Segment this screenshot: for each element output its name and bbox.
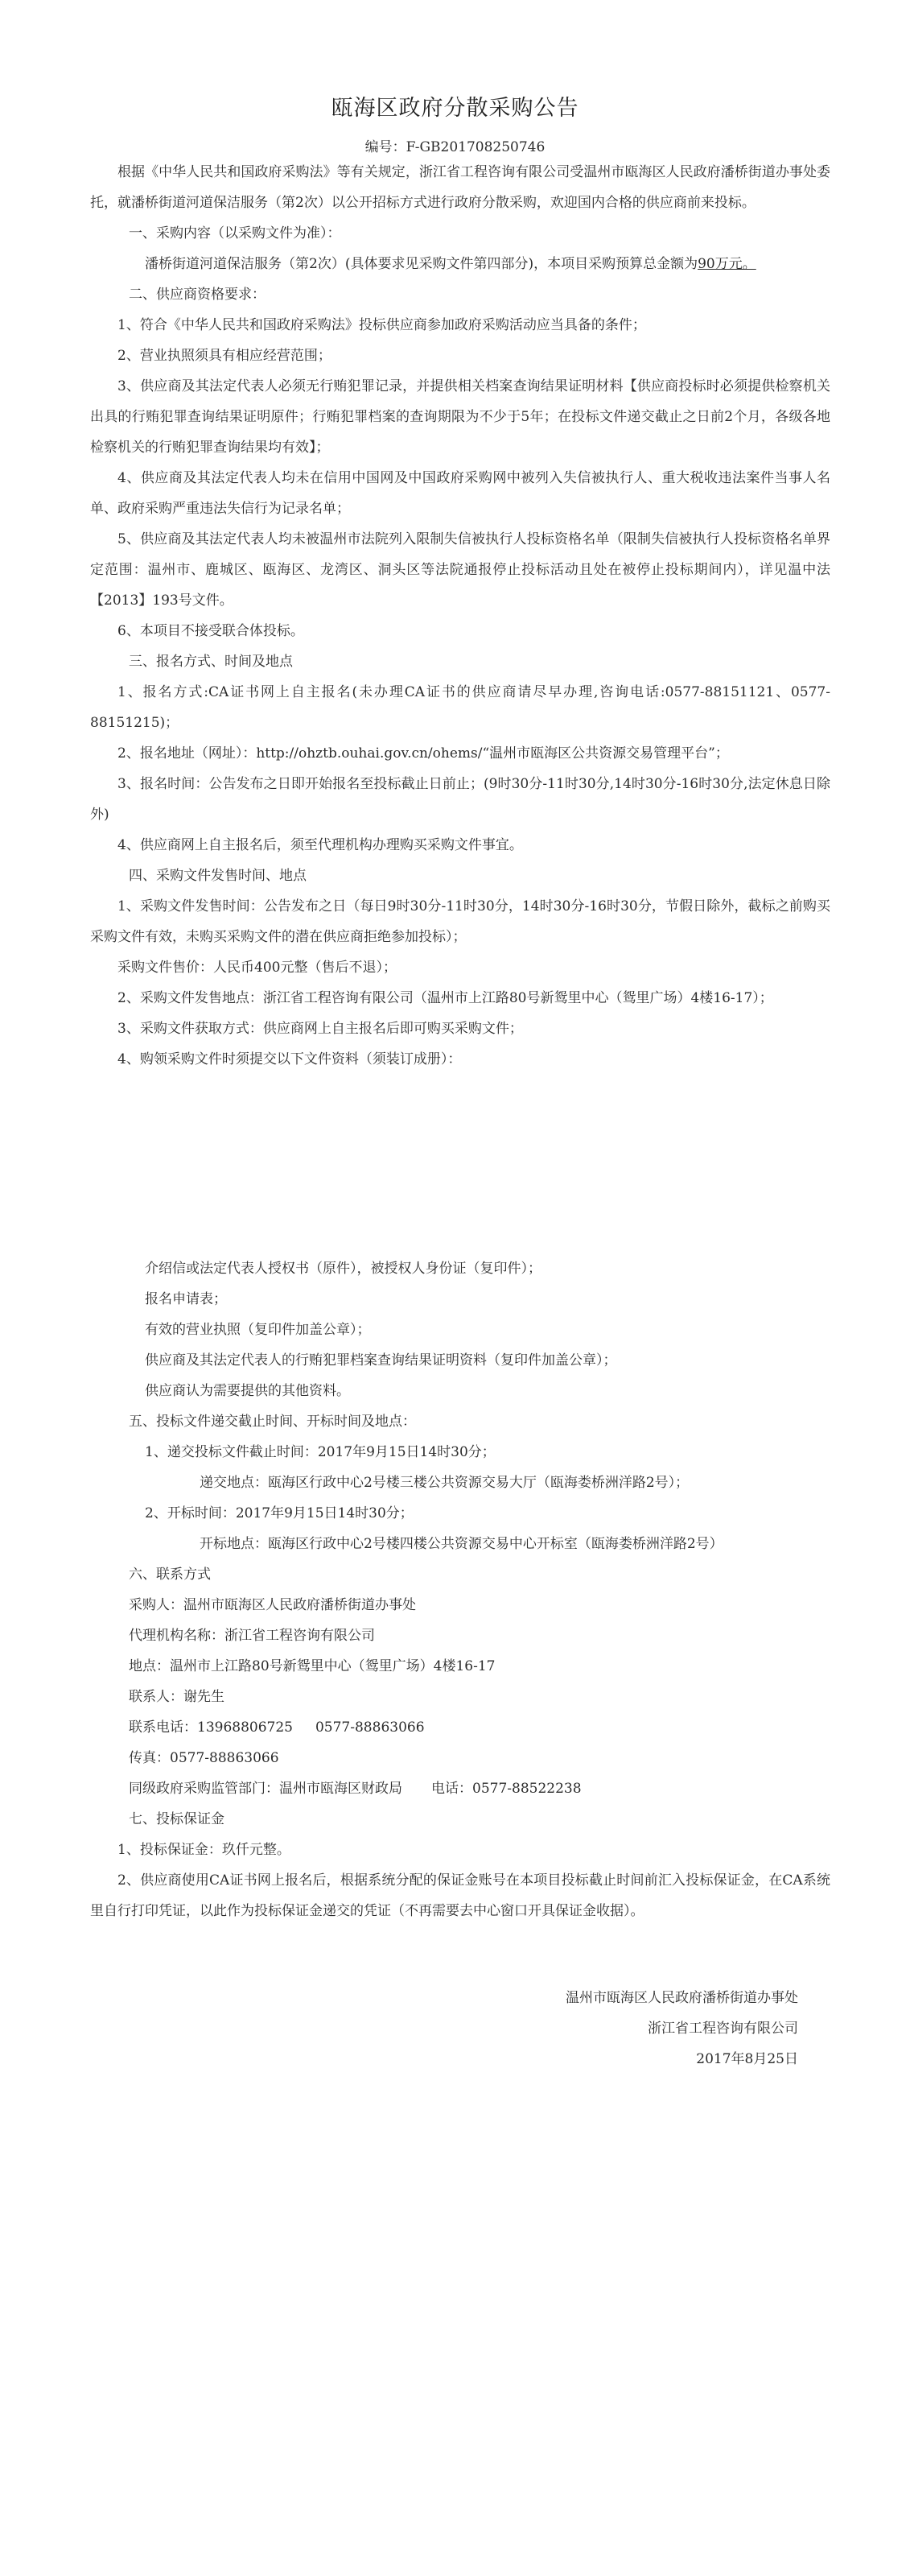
required-document-item: 报名申请表； — [145, 1291, 227, 1307]
mobile-number: 联系电话：13968806725 — [129, 1719, 293, 1736]
supervisor-name: 同级政府采购监管部门：温州市瓯海区财政局 — [129, 1781, 402, 1797]
procurement-content: 潘桥街道河道保洁服务（第2次）(具体要求见采购文件第四部分)，本项目采购预算总金额为 — [145, 256, 698, 272]
qualification-item: 6、本项目不接受联合体投标。 — [117, 623, 304, 639]
registration-address: 2、报名地址（网址）：http://ohztb.ouhai.gov.cn/ohems/“温州市瓯海区公共资源交易管理平台”； — [117, 745, 729, 762]
opening-place: 开标地点：瓯海区行政中心2号楼四楼公共资源交易中心开标室（瓯海娄桥洲洋路2号） — [200, 1536, 723, 1552]
buyer-name: 采购人：温州市瓯海区人民政府潘桥街道办事处 — [129, 1597, 416, 1613]
agent-address: 地点：温州市上江路80号新鸳里中心（鸳里广场）4楼16-17 — [129, 1658, 496, 1674]
required-document-item: 供应商认为需要提供的其他资料。 — [145, 1383, 350, 1399]
supervisor-phone: 电话：0577-88522238 — [431, 1781, 582, 1797]
intro-paragraph: 根据《中华人民共和国政府采购法》等有关规定，浙江省工程咨询有限公司受温州市瓯海区人民政府潘桥街道办事处委托，就潘桥街道河道保洁服务（第2次）以公开招标方式进行政府分散采购，欢迎国内合格的供应商前来投标。 — [90, 164, 830, 211]
contact-person: 联系人：谢先生 — [129, 1689, 224, 1705]
agent-name: 代理机构名称：浙江省工程咨询有限公司 — [129, 1628, 375, 1644]
contact-phone — [90, 1712, 830, 1743]
registration-method: 1、报名方式:CA证书网上自主报名(未办理CA证书的供应商请尽早办理,咨询电话:0577-88151121、0577-88151215)； — [90, 684, 830, 731]
supervisor-info — [90, 1773, 830, 1804]
office-phone: 0577-88863066 — [315, 1719, 425, 1736]
section-7-heading: 七、投标保证金 — [129, 1811, 224, 1827]
budget-amount: 90万元。 — [698, 256, 756, 272]
section-4-heading: 四、采购文件发售时间、地点 — [129, 868, 307, 884]
signature-date: 2017年8月25日 — [696, 2051, 798, 2067]
submission-place: 递交地点：瓯海区行政中心2号楼三楼公共资源交易大厅（瓯海娄桥洲洋路2号）； — [200, 1475, 690, 1491]
required-document-item: 有效的营业执照（复印件加盖公章）； — [145, 1322, 371, 1338]
document-number: 编号：F-GB201708250746 — [364, 139, 546, 155]
section-3-heading: 三、报名方式、时间及地点 — [129, 654, 293, 670]
qualification-item: 1、符合《中华人民共和国政府采购法》投标供应商参加政府采购活动应当具备的条件； — [117, 317, 646, 333]
registration-note: 4、供应商网上自主报名后，须至代理机构办理购买采购文件事宜。 — [117, 837, 523, 853]
opening-time: 2、开标时间：2017年9月15日14时30分； — [145, 1505, 414, 1521]
sale-place: 2、采购文件发售地点：浙江省工程咨询有限公司（温州市上江路80号新鸳里中心（鸳里广场）4楼16-17）； — [117, 990, 773, 1006]
section-2-heading: 二、供应商资格要求： — [129, 287, 266, 303]
document-body — [90, 157, 830, 2074]
signature-org-2: 浙江省工程咨询有限公司 — [648, 2021, 798, 2037]
deposit-amount: 1、投标保证金：玖仟元整。 — [117, 1842, 290, 1858]
qualification-item: 3、供应商及其法定代表人必须无行贿犯罪记录，并提供相关档案查询结果证明材料【供应商投标时必须提供检察机关出具的行贿犯罪查询结果证明原件；行贿犯罪档案的查询期限为不少于5年；在投标文件递交截止之日前2个月，各级各地检察机关的行贿犯罪查询结果均有效】； — [90, 378, 830, 456]
blank-space — [90, 1926, 830, 1983]
section-1-text — [90, 249, 830, 279]
required-document-item: 介绍信或法定代表人授权书（原件），被授权人身份证（复印件）； — [145, 1261, 541, 1277]
qualification-item: 5、供应商及其法定代表人均未被温州市法院列入限制失信被执行人投标资格名单（限制失信被执行人投标资格名单界定范围：温州市、鹿城区、瓯海区、龙湾区、洞头区等法院通报停止投标活动且处在被停止投标期间内），详见温中法【2013】193号文件。 — [90, 531, 830, 609]
section-1-heading: 一、采购内容（以采购文件为准）： — [129, 225, 341, 242]
document-price: 采购文件售价：人民币400元整（售后不退）； — [117, 960, 397, 976]
signature-org-1: 温州市瓯海区人民政府潘桥街道办事处 — [566, 1990, 798, 2006]
sale-time: 1、采购文件发售时间：公告发布之日（每日9时30分-11时30分，14时30分-16时30分，节假日除外，截标之前购买采购文件有效，未购买采购文件的潜在供应商拒绝参加投标）； — [90, 898, 830, 945]
qualification-item: 4、供应商及其法定代表人均未在信用中国网及中国政府采购网中被列入失信被执行人、重大税收违法案件当事人名单、政府采购严重违法失信行为记录名单； — [90, 470, 830, 517]
page-title: 瓯海区政府分散采购公告 — [331, 96, 579, 121]
required-documents-intro: 4、购领采购文件时须提交以下文件资料（须装订成册）： — [117, 1051, 462, 1067]
blank-space — [90, 1075, 830, 1253]
qualification-item: 2、营业执照须具有相应经营范围； — [117, 348, 331, 364]
acquisition-method: 3、采购文件获取方式：供应商网上自主报名后即可购买采购文件； — [117, 1021, 523, 1037]
submission-deadline: 1、递交投标文件截止时间：2017年9月15日14时30分； — [145, 1444, 496, 1460]
deposit-instructions: 2、供应商使用CA证书网上报名后，根据系统分配的保证金账号在本项目投标截止时间前汇入投标保证金，在CA系统里自行打印凭证，以此作为投标保证金递交的凭证（不再需要去中心窗口开具保证金收据）。 — [90, 1872, 830, 1919]
registration-time: 3、报名时间：公告发布之日即开始报名至投标截止日前止；(9时30分-11时30分,14时30分-16时30分,法定休息日除外) — [90, 776, 830, 823]
fax-number: 传真：0577-88863066 — [129, 1750, 279, 1766]
required-document-item: 供应商及其法定代表人的行贿犯罪档案查询结果证明资料（复印件加盖公章）； — [145, 1352, 617, 1368]
section-6-heading: 六、联系方式 — [129, 1567, 211, 1583]
section-5-heading: 五、投标文件递交截止时间、开标时间及地点： — [129, 1414, 416, 1430]
